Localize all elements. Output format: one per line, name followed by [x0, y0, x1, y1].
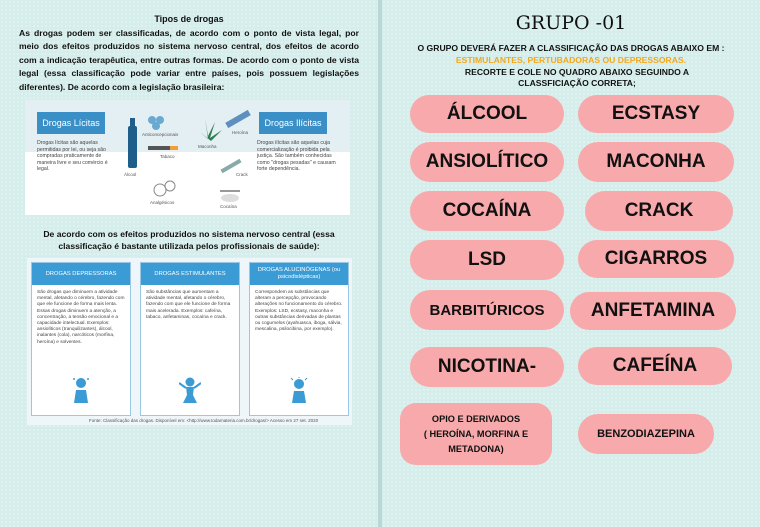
drogas-licitas-label: Drogas Lícitas	[37, 112, 105, 134]
column-text: Correspondem as substâncias que alteram a percepção, provocando alterações no funcionamento do cérebro. Exemplos: LSD, ecstasy, maconha e outras substâncias derivadas de plantas ou cogumelos (ayahuasca, iboga, sálvia, mescalina, psilocibina, por exemplo).	[255, 290, 343, 333]
stimulated-person-icon	[179, 377, 201, 403]
column-alucinogenas	[249, 262, 349, 416]
drogas-ilicitas-text: Drogas ilícitas são aquelas cuja comercialização é proibida pela justiça. São também conhecidas como "drogas pesadas" e causam forte dependência.	[257, 140, 336, 173]
pills-icon	[148, 116, 164, 130]
right-page	[382, 0, 760, 527]
icon-label-analgesicos: Analgésicos	[150, 200, 175, 205]
column-estimulantes	[140, 262, 240, 416]
bottle-icon	[128, 118, 137, 168]
card-cafeina[interactable]: CAFEÍNA	[578, 347, 732, 385]
leaf-icon	[200, 118, 222, 141]
drug-icons-illustration	[120, 106, 260, 211]
icon-label-tabaco: Tabaco	[160, 154, 175, 159]
icon-label-heroina: Heroína	[232, 130, 249, 135]
card-lsd[interactable]: LSD	[410, 240, 564, 280]
column-header: DROGAS DEPRESSORAS	[32, 263, 130, 285]
powder-icon	[220, 190, 240, 202]
card-ecstasy[interactable]: ECSTASY	[578, 95, 734, 133]
card-benzodiazepina[interactable]: BENZODIAZEPINA	[578, 414, 714, 454]
syringe-icon	[225, 110, 251, 128]
instruction-categories: ESTIMULANTES, PERTUBADORAS OU DEPRESSORAS.	[455, 55, 687, 65]
cns-paragraph: De acordo com os efeitos produzidos no sistema nervoso central (essa classificação é bastante utilizada pelos profissionais de saúde):	[43, 229, 335, 251]
icon-label-maconha: Maconha	[198, 144, 217, 149]
icon-label-cocaina: Cocaína	[220, 204, 237, 209]
card-nicotina[interactable]: NICOTINA-	[410, 347, 564, 387]
card-barbituricos[interactable]: BARBITÚRICOS	[410, 290, 564, 330]
card-cocaina[interactable]: COCAÍNA	[410, 191, 564, 231]
section-title: Tipos de drogas	[154, 14, 224, 24]
column-text: São substâncias que aumentam a atividade mental, afetando o cérebro, fazendo com que ele funcione de forma mais acelerada. Exemplos: cafeína, tabaco, anfetaminas, cocaína e crack.	[146, 290, 231, 320]
hallucinating-person-icon	[288, 377, 310, 403]
instruction-line-2: RECORTE E COLE NO QUADRO ABAIXO SEGUINDO A CLASSFICIAÇÃO CORRETA;	[464, 67, 690, 88]
drogas-ilicitas-label: Drogas Ilícitas	[259, 112, 327, 134]
card-ansiolitico[interactable]: ANSIOLÍTICO	[410, 142, 564, 182]
card-opio-line-1: OPIO E DERIVADOS	[431, 413, 521, 424]
left-page	[0, 0, 378, 527]
column-header: DROGAS ESTIMULANTES	[141, 263, 239, 285]
cns-classification-infographic	[27, 258, 352, 425]
analgesics-icon	[154, 181, 175, 196]
card-maconha[interactable]: MACONHA	[578, 142, 734, 182]
group-title: GRUPO -01	[515, 12, 627, 34]
card-opio-line-2: ( HEROÍNA, MORFINA E	[423, 428, 529, 439]
card-crack[interactable]: CRACK	[585, 191, 733, 231]
column-depressoras	[31, 262, 131, 416]
source-citation: Fonte: Classificação das drogas. Disponível em: <http://www.todamateria.com.br/drogas/> Acesso em 27 set. 2020	[89, 418, 319, 423]
card-opio-line-3: METADONA)	[448, 443, 504, 454]
legal-classification-infographic	[25, 100, 350, 215]
card-alcool[interactable]: ÁLCOOL	[410, 95, 564, 133]
depressed-person-icon	[70, 377, 92, 403]
column-header: DROGAS ALUCINÓGENAS (ou psicodislépticas)	[250, 263, 348, 285]
column-text: São drogas que diminuem a atividade mental, afetando o cérebro, fazendo com que ele funcione de forma mais lenta. Essas drogas diminuem a atenção, a concentração, a tensão emocional e a capacidade intelectual. Exemplos: ansiolíticos (tranquilizantes), álcool, inalantes (cola), narcóticos (morfina, heroína) e solventes.	[37, 290, 125, 345]
card-anfetamina[interactable]: ANFETAMINA	[570, 292, 736, 330]
card-opio-derivados[interactable]	[400, 403, 552, 465]
icon-label-alcool: Álcool	[124, 172, 137, 177]
card-cigarros[interactable]: CIGARROS	[578, 240, 734, 278]
drogas-licitas-text: Drogas lícitas são aquelas permitidas por lei, ou seja são compradas praticamente de maneira livre e seu comércio é legal.	[37, 140, 108, 173]
intro-paragraph: As drogas podem ser classificadas, de acordo com o ponto de vista legal, por meio dos efeitos produzidos no sistema nervoso central, dos efeitos de acordo com a indicação terapêutica, entre outras formas. De acordo com o ponto de vista legal (essa classificação pode variar entre países, pois possuem legislações diferentes). De acordo com a legislação brasileira:	[19, 28, 359, 92]
icon-label-anticoncepcionais: Anticoncepcionais	[142, 132, 179, 137]
instruction-line-1: O GRUPO DEVERÁ FAZER A CLASSIFICAÇÃO DAS DROGAS ABAIXO EM :	[417, 43, 725, 53]
icon-label-crack: Crack	[236, 172, 248, 177]
cigarette-icon	[148, 146, 178, 150]
